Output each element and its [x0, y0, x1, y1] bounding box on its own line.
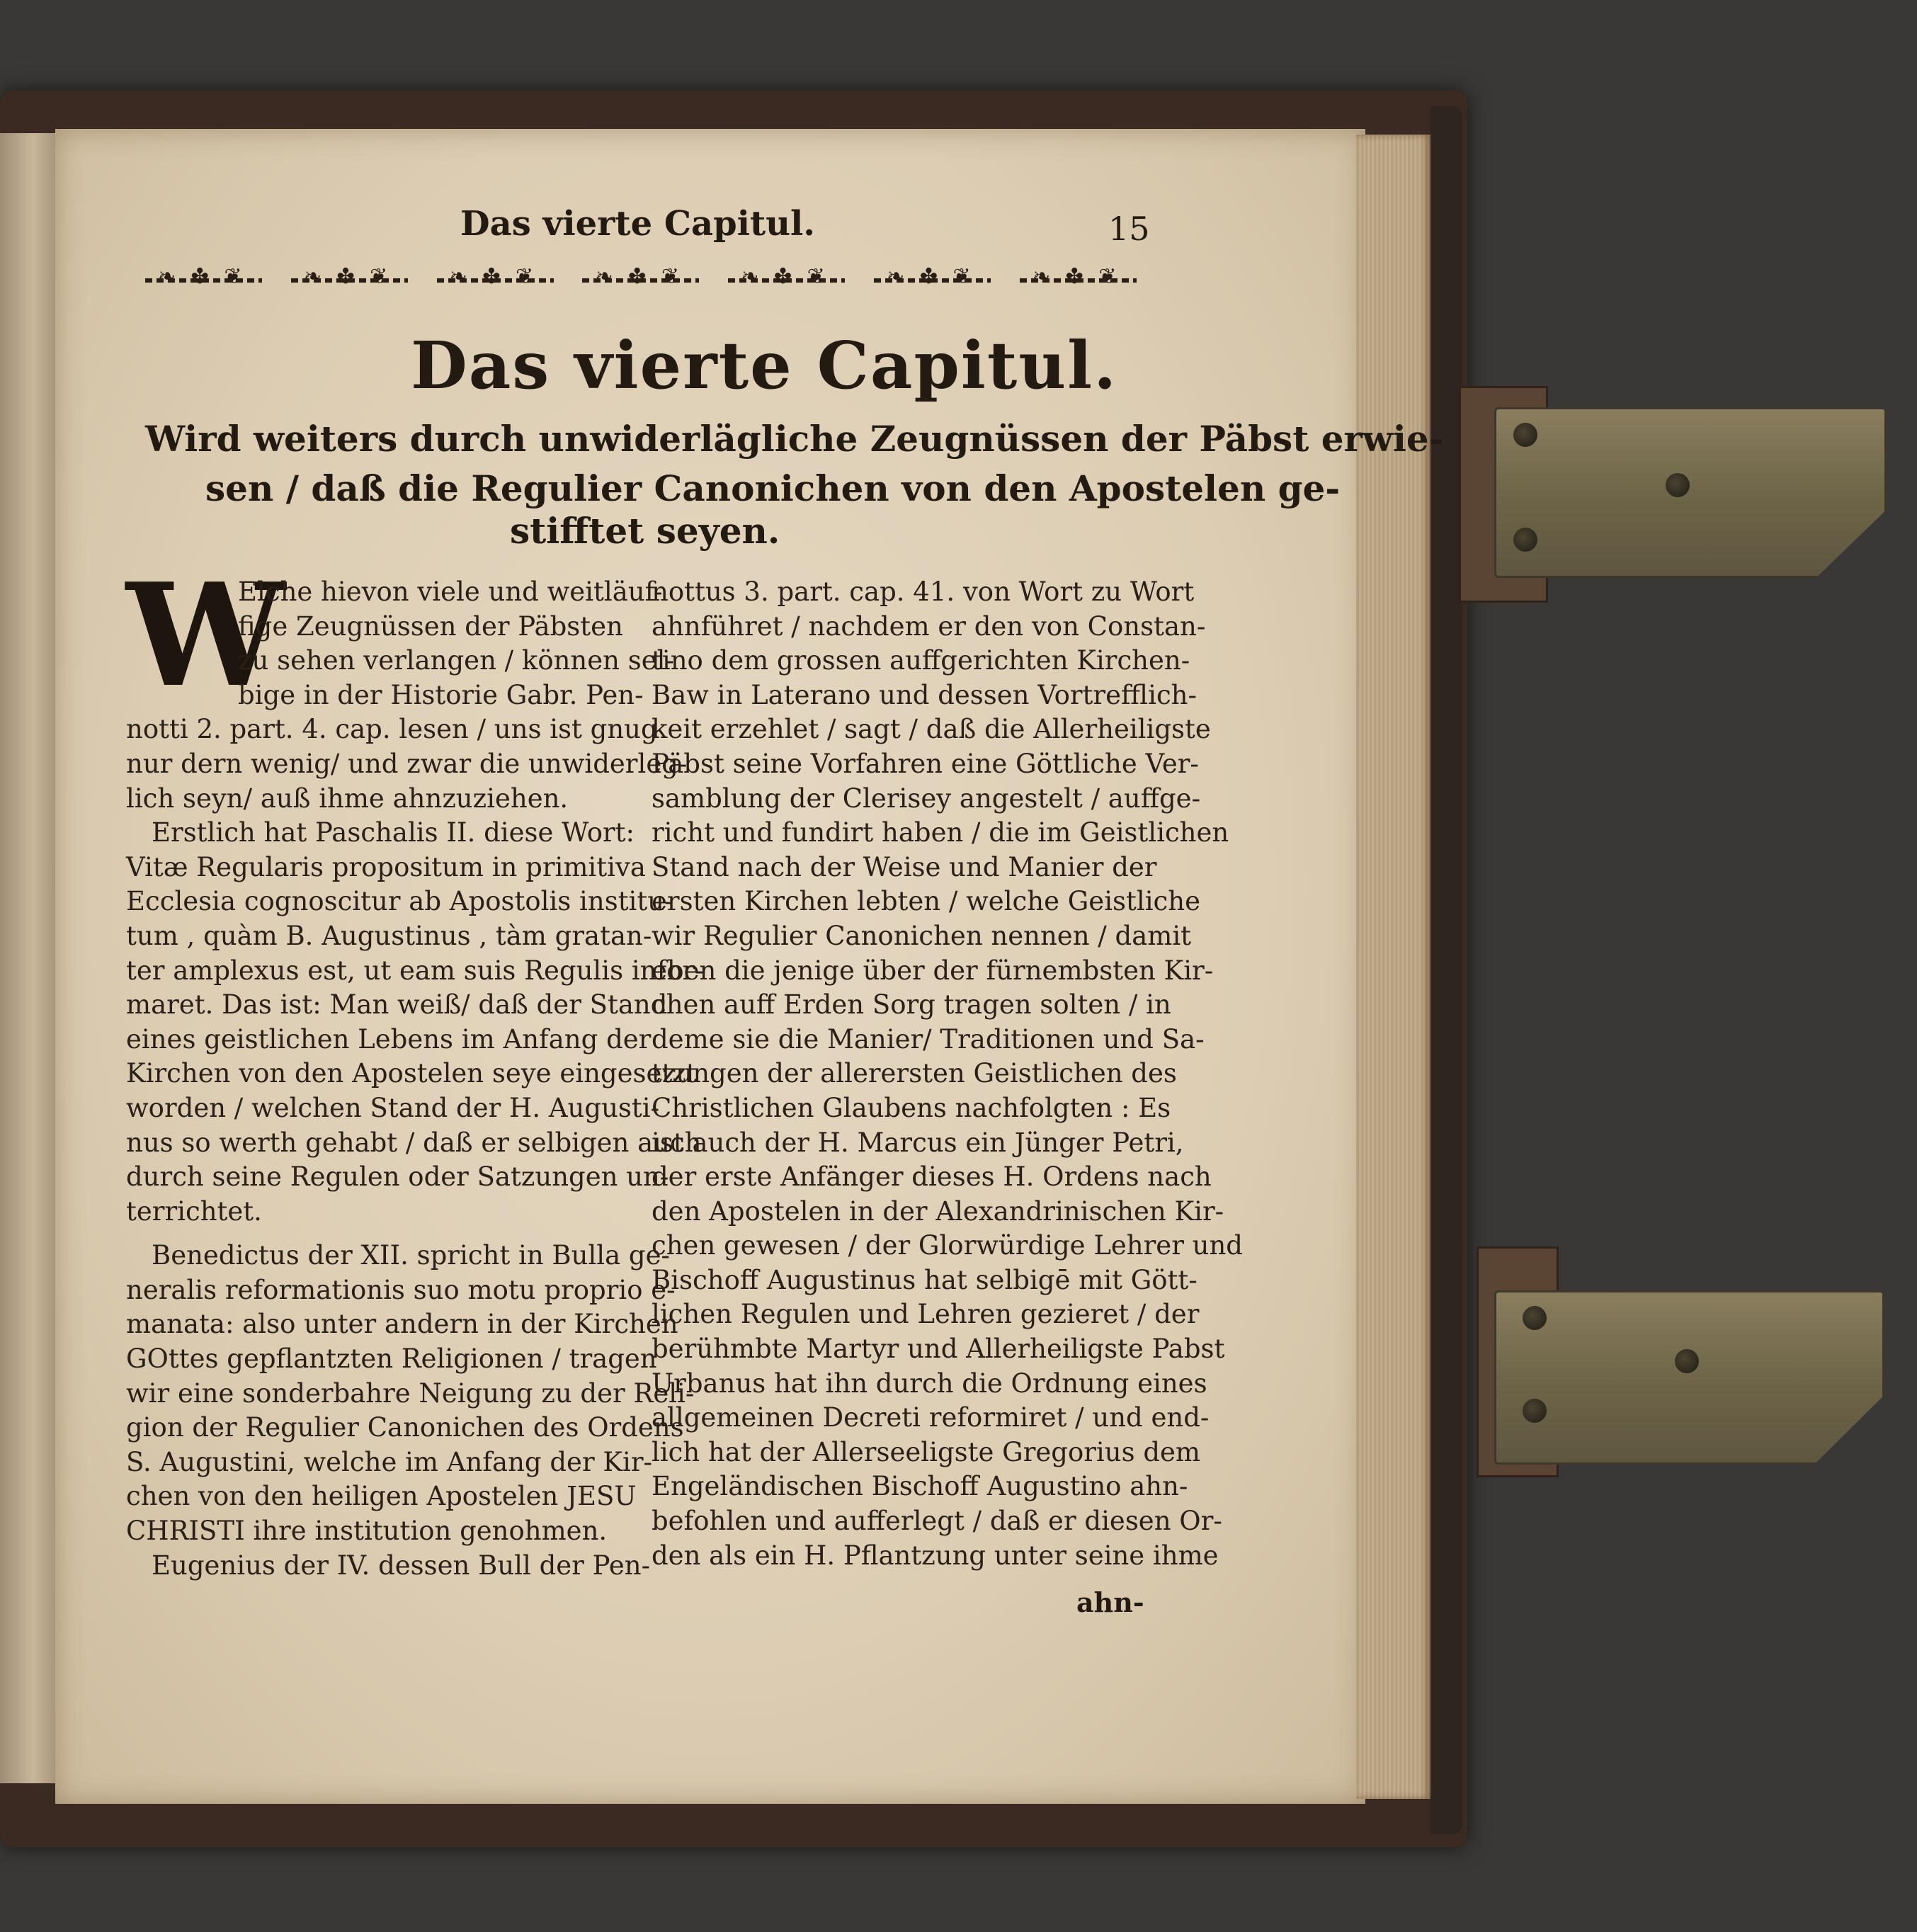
text-line: nur dern wenig/ und zwar die unwiderleg- — [126, 748, 688, 779]
upper-clasp-plate — [1494, 407, 1887, 578]
rivet-icon — [1513, 528, 1537, 552]
chapter-title: Das vierte Capitul. — [411, 327, 1118, 404]
text-line: ter amplexus est, ut eam suis Regulis infor- — [126, 955, 704, 986]
chapter-subtitle-line: stifftet seyen. — [510, 510, 780, 552]
text-line: Baw in Laterano und dessen Vortrefflich- — [652, 679, 1198, 710]
cover-edge — [1430, 106, 1462, 1834]
text-line: lich hat der Allerseeligste Gregorius dem — [652, 1436, 1201, 1467]
ornament-icon — [1020, 270, 1137, 291]
text-line: chen auff Erden Sorg tragen solten / in — [652, 989, 1171, 1021]
text-line: nottus 3. part. cap. 41. von Wort zu Wort — [652, 576, 1195, 607]
text-line: nus so werth gehabt / daß er selbigen auch — [126, 1127, 702, 1158]
ornament-icon — [582, 270, 699, 291]
text-line: manata: also unter andern in der Kirchen — [126, 1309, 678, 1340]
text-line: Elche hievon viele und weitläuf- — [238, 576, 663, 607]
text-line: wir eine sonderbahre Neigung zu der Reli- — [126, 1377, 695, 1409]
left-text-column — [126, 552, 704, 1583]
ornament-icon — [728, 270, 845, 291]
text-line: chen gewesen / der Glorwürdige Lehrer und — [652, 1230, 1243, 1261]
text-line: ahnführet / nachdem er den von Constan- — [652, 610, 1206, 642]
text-line: maret. Das ist: Man weiß/ daß der Stand — [126, 989, 668, 1021]
text-line: CHRISTI ihre institution genohmen. — [126, 1516, 608, 1547]
page-fore-edge — [1356, 135, 1430, 1799]
text-line: lich seyn/ auß ihme ahnzuziehen. — [126, 783, 569, 814]
chapter-subtitle-line: Wird weiters durch unwiderlägliche Zeugnüssen der Päbst erwie- — [145, 418, 1444, 460]
ornament-icon — [874, 270, 991, 291]
text-line: berühmbte Martyr und Allerheiligste Pabst — [652, 1334, 1225, 1365]
text-line: worden / welchen Stand der H. Augusti- — [126, 1092, 660, 1123]
text-line: richt und fundirt haben / die im Geistlichen — [652, 817, 1229, 848]
text-line: eines geistlichen Lebens im Anfang der — [126, 1023, 652, 1055]
running-title: Das vierte Capitul. — [460, 204, 815, 244]
text-line: ersten Kirchen lebten / welche Geistliche — [652, 886, 1200, 917]
text-line: befohlen und aufferlegt / daß er diesen Or- — [652, 1506, 1222, 1537]
text-line: chen von den heiligen Apostelen JESU — [126, 1481, 637, 1512]
text-line: Bischoff Augustinus hat selbigē mit Gött- — [652, 1264, 1198, 1295]
text-line: den als ein H. Pflantzung unter seine ihme — [652, 1540, 1219, 1571]
text-line: wir Regulier Canonichen nennen / damit — [652, 920, 1192, 951]
rivet-icon — [1523, 1399, 1547, 1423]
right-text-column — [652, 575, 1243, 1573]
text-line: Vitæ Regularis propositum in primitiva — [126, 851, 646, 882]
text-line: S. Augustini, welche im Anfang der Kir- — [126, 1446, 653, 1477]
rivet-icon — [1675, 1349, 1699, 1373]
text-line: neralis reformationis suo motu proprio e- — [126, 1274, 676, 1305]
lower-clasp-plate — [1494, 1290, 1884, 1465]
text-line: Christlichen Glaubens nachfolgten : Es — [652, 1092, 1171, 1123]
text-line: bige in der Historie Gabr. Pen- — [238, 679, 644, 710]
text-line: lichen Regulen und Lehren gezieret / der — [652, 1299, 1200, 1330]
text-line: Ecclesia cognoscitur ab Apostolis institu- — [126, 886, 673, 917]
text-line: notti 2. part. 4. cap. lesen / uns ist gnug — [126, 714, 658, 745]
text-line: durch seine Regulen oder Satzungen un- — [126, 1161, 669, 1193]
rivet-icon — [1523, 1306, 1547, 1330]
facing-page-edge — [0, 133, 55, 1783]
text-line: fige Zeugnüssen der Päbsten — [238, 610, 623, 642]
text-line: deme sie die Manier/ Traditionen und Sa- — [652, 1023, 1205, 1055]
page-number: 15 — [1108, 210, 1150, 248]
text-line: eben die jenige über der fürnembsten Kir- — [652, 955, 1214, 986]
text-line: allgemeinen Decreti reformiret / und end- — [652, 1402, 1210, 1433]
text-line: Kirchen von den Apostelen seye eingesetzt — [126, 1058, 697, 1089]
chapter-subtitle-line: sen / daß die Regulier Canonichen von den Apostelen ge- — [205, 467, 1341, 509]
text-line: samblung der Clerisey angestelt / auffge- — [652, 783, 1201, 814]
rivet-icon — [1666, 473, 1690, 497]
catchword: ahn- — [1076, 1586, 1144, 1618]
ornament-icon — [437, 270, 554, 291]
text-line: Eugenius der IV. dessen Bull der Pen- — [152, 1550, 651, 1581]
text-line: tzungen der allerersten Geistlichen des — [652, 1058, 1177, 1089]
text-line: keit erzehlet / sagt / daß die Allerheiligste — [652, 714, 1211, 745]
ornament-band — [145, 262, 1137, 299]
text-line: Urbanus hat ihn durch die Ordnung eines — [652, 1368, 1207, 1399]
rivet-icon — [1513, 423, 1537, 447]
text-line: GOttes gepflantzten Religionen / tragen — [126, 1343, 657, 1375]
text-line: den Apostelen in der Alexandrinischen Kir- — [652, 1195, 1224, 1227]
text-line: zu sehen verlangen / können sel- — [238, 645, 674, 676]
text-line: gion der Regulier Canonichen des Ordens — [126, 1412, 684, 1443]
text-line: Stand nach der Weise und Manier der — [652, 851, 1157, 882]
text-line: Benedictus der XII. spricht in Bulla ge- — [152, 1240, 671, 1271]
text-line: Engeländischen Bischoff Augustino ahn- — [652, 1471, 1188, 1502]
text-line: tino dem grossen auffgerichten Kirchen- — [652, 645, 1190, 676]
text-line: terrichtet. — [126, 1195, 262, 1227]
text-line: Erstlich hat Paschalis II. diese Wort: — [152, 817, 635, 848]
text-line: der erste Anfänger dieses H. Ordens nach — [652, 1161, 1212, 1193]
drop-cap: W — [126, 552, 285, 719]
text-line: ist auch der H. Marcus ein Jünger Petri, — [652, 1127, 1184, 1158]
text-line: tum , quàm B. Augustinus , tàm gratan- — [126, 920, 652, 951]
text-line: Päbst seine Vorfahren eine Göttliche Ver- — [652, 748, 1199, 779]
ornament-icon — [145, 270, 262, 291]
ornament-icon — [291, 270, 408, 291]
